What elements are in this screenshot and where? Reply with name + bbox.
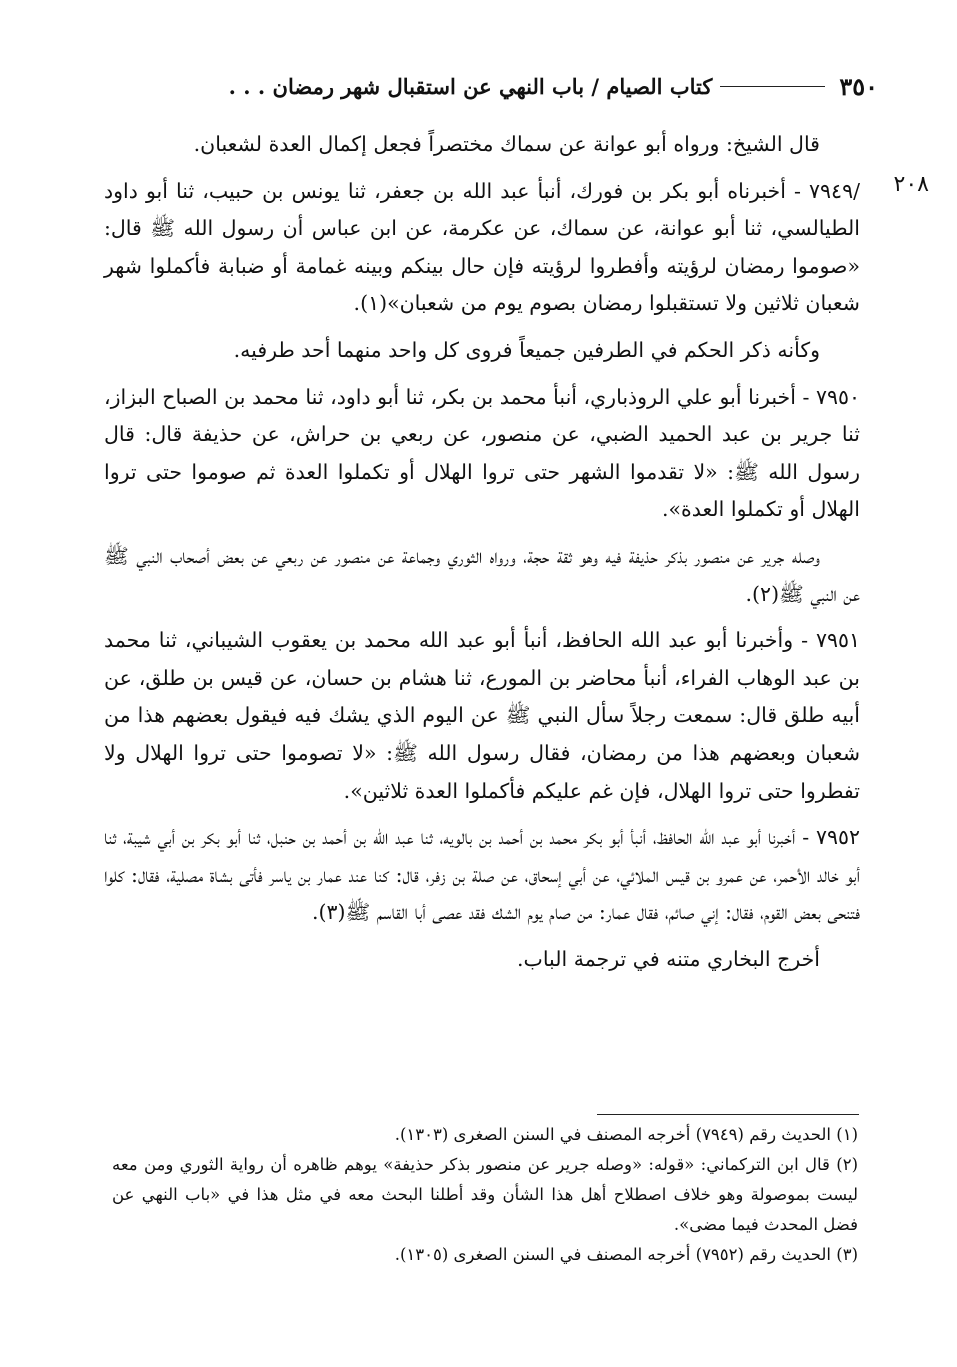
paragraph: وكأنه ذكر الحكم في الطرفين جميعاً فروى كل واحد منهما أحد طرفيه. xyxy=(233,337,820,362)
footnotes xyxy=(112,1120,858,1270)
footnote: (٢) قال ابن التركماني: «قوله: «وصله جرير عن منصور بذكر حذيفة» يوهم ظاهره أن رواية الثوري ومن معه ليست بموصولة وهو خلاف اصطلاح أهل هذا الشأن وقد أطلنا البحث معه في مثل هذا في «باب النهي عن فضل المحدث فيما مضى». xyxy=(112,1155,858,1234)
paragraph: وصله جرير عن منصور بذكر حذيفة فيه وهو ثقة حجة، ورواه الثوري وجماعة عن منصور عن ربعي عن بعض أصحاب النبي ﷺ عن النبي ﷺ(٢). xyxy=(104,543,860,606)
paragraph: قال الشيخ: ورواه أبو عوانة عن سماك مختصراً فجعل إكمال العدة لشعبان. xyxy=(193,132,820,156)
running-title: كتاب الصيام / باب النهي عن استقبال شهر رمضان . . . xyxy=(228,73,713,99)
footnote-rule xyxy=(597,1114,859,1115)
margin-number: ٢٠٨ xyxy=(893,172,929,197)
hadith-paragraph: /٧٩٤٩ - أخبرناه أبو بكر بن فورك، أنبأ عبد الله بن جعفر، ثنا يونس بن حبيب، ثنا أبو داود الطيالسي، ثنا أبو عوانة، عن سماك، عن عكرمة، عن ابن عباس أن رسول الله ﷺ قال: «صوموا رمضان لرؤيته وأفطروا لرؤيته فإن حال بينكم وبينه غمامة أو ضبابة فأكملوا شهر شعبان ثلاثين ولا تستقبلوا رمضان بصوم يوم من شعبان»(١). xyxy=(104,178,860,316)
main-text xyxy=(104,126,860,987)
hadith-paragraph: ٧٩٥٢ - أخبرنا أبو عبد الله الحافظ، أنبأ أبو بكر محمد بن أحمد بن بالويه، ثنا عبد الله بن أحمد بن حنبل، ثنا أبو بكر بن أبي شيبة، ثنا أبو خالد الأحمر، عن عمرو بن قيس الملائي، عن أبي إسحاق، عن صلة بن زفر، قال: كنا عند عمار بن ياسر فأتى بشاة مصلية، فقال: كلوا فتنحى بعض القوم، فقال: إني صائم، فقال عمار: من صام يوم الشك فقد عصى أبا القاسم ﷺ(٣). xyxy=(104,825,860,925)
page-header xyxy=(88,66,878,106)
hadith-paragraph: ٧٩٥٠ - أخبرنا أبو علي الروذباري، أنبأ محمد بن بكر، ثنا أبو داود، ثنا محمد بن الصباح البزاز، ثنا جرير بن عبد الحميد الضبي، عن منصور، عن ربعي بن حراش، عن حذيفة قال: قال رسول الله ﷺ: «لا تقدموا الشهر حتى تروا الهلال أو تكملوا العدة ثم صوموا حتى تروا الهلال أو تكملوا العدة». xyxy=(104,384,860,522)
footnote: (١) الحديث رقم (٧٩٤٩) أخرجه المصنف في السنن الصغرى (١٣٠٣). xyxy=(394,1125,858,1144)
page-number: ٣٥٠ xyxy=(839,71,878,101)
header-rule xyxy=(720,86,825,87)
footnote: (٣) الحديث رقم (٧٩٥٢) أخرجه المصنف في السنن الصغرى (١٣٠٥). xyxy=(394,1245,858,1264)
paragraph: أخرج البخاري متنه في ترجمة الباب. xyxy=(517,946,820,971)
hadith-paragraph: ٧٩٥١ - وأخبرنا أبو عبد الله الحافظ، أنبأ أبو عبد الله محمد بن يعقوب الشيباني، ثنا محمد بن عبد الوهاب الفراء، أنبأ محاضر بن المورع، ثنا هشام بن حسان، عن قيس بن طلق، عن أبيه طلق قال: سمعت رجلاً سأل النبي ﷺ عن اليوم الذي يشك فيه فيقول بعضهم هذا من شعبان وبعضهم هذا من رمضان، فقال رسول الله ﷺ: «لا تصوموا حتى تروا الهلال ولا تفطروا حتى تروا الهلال، فإن غم عليكم فأكملوا العدة ثلاثين». xyxy=(104,628,860,803)
